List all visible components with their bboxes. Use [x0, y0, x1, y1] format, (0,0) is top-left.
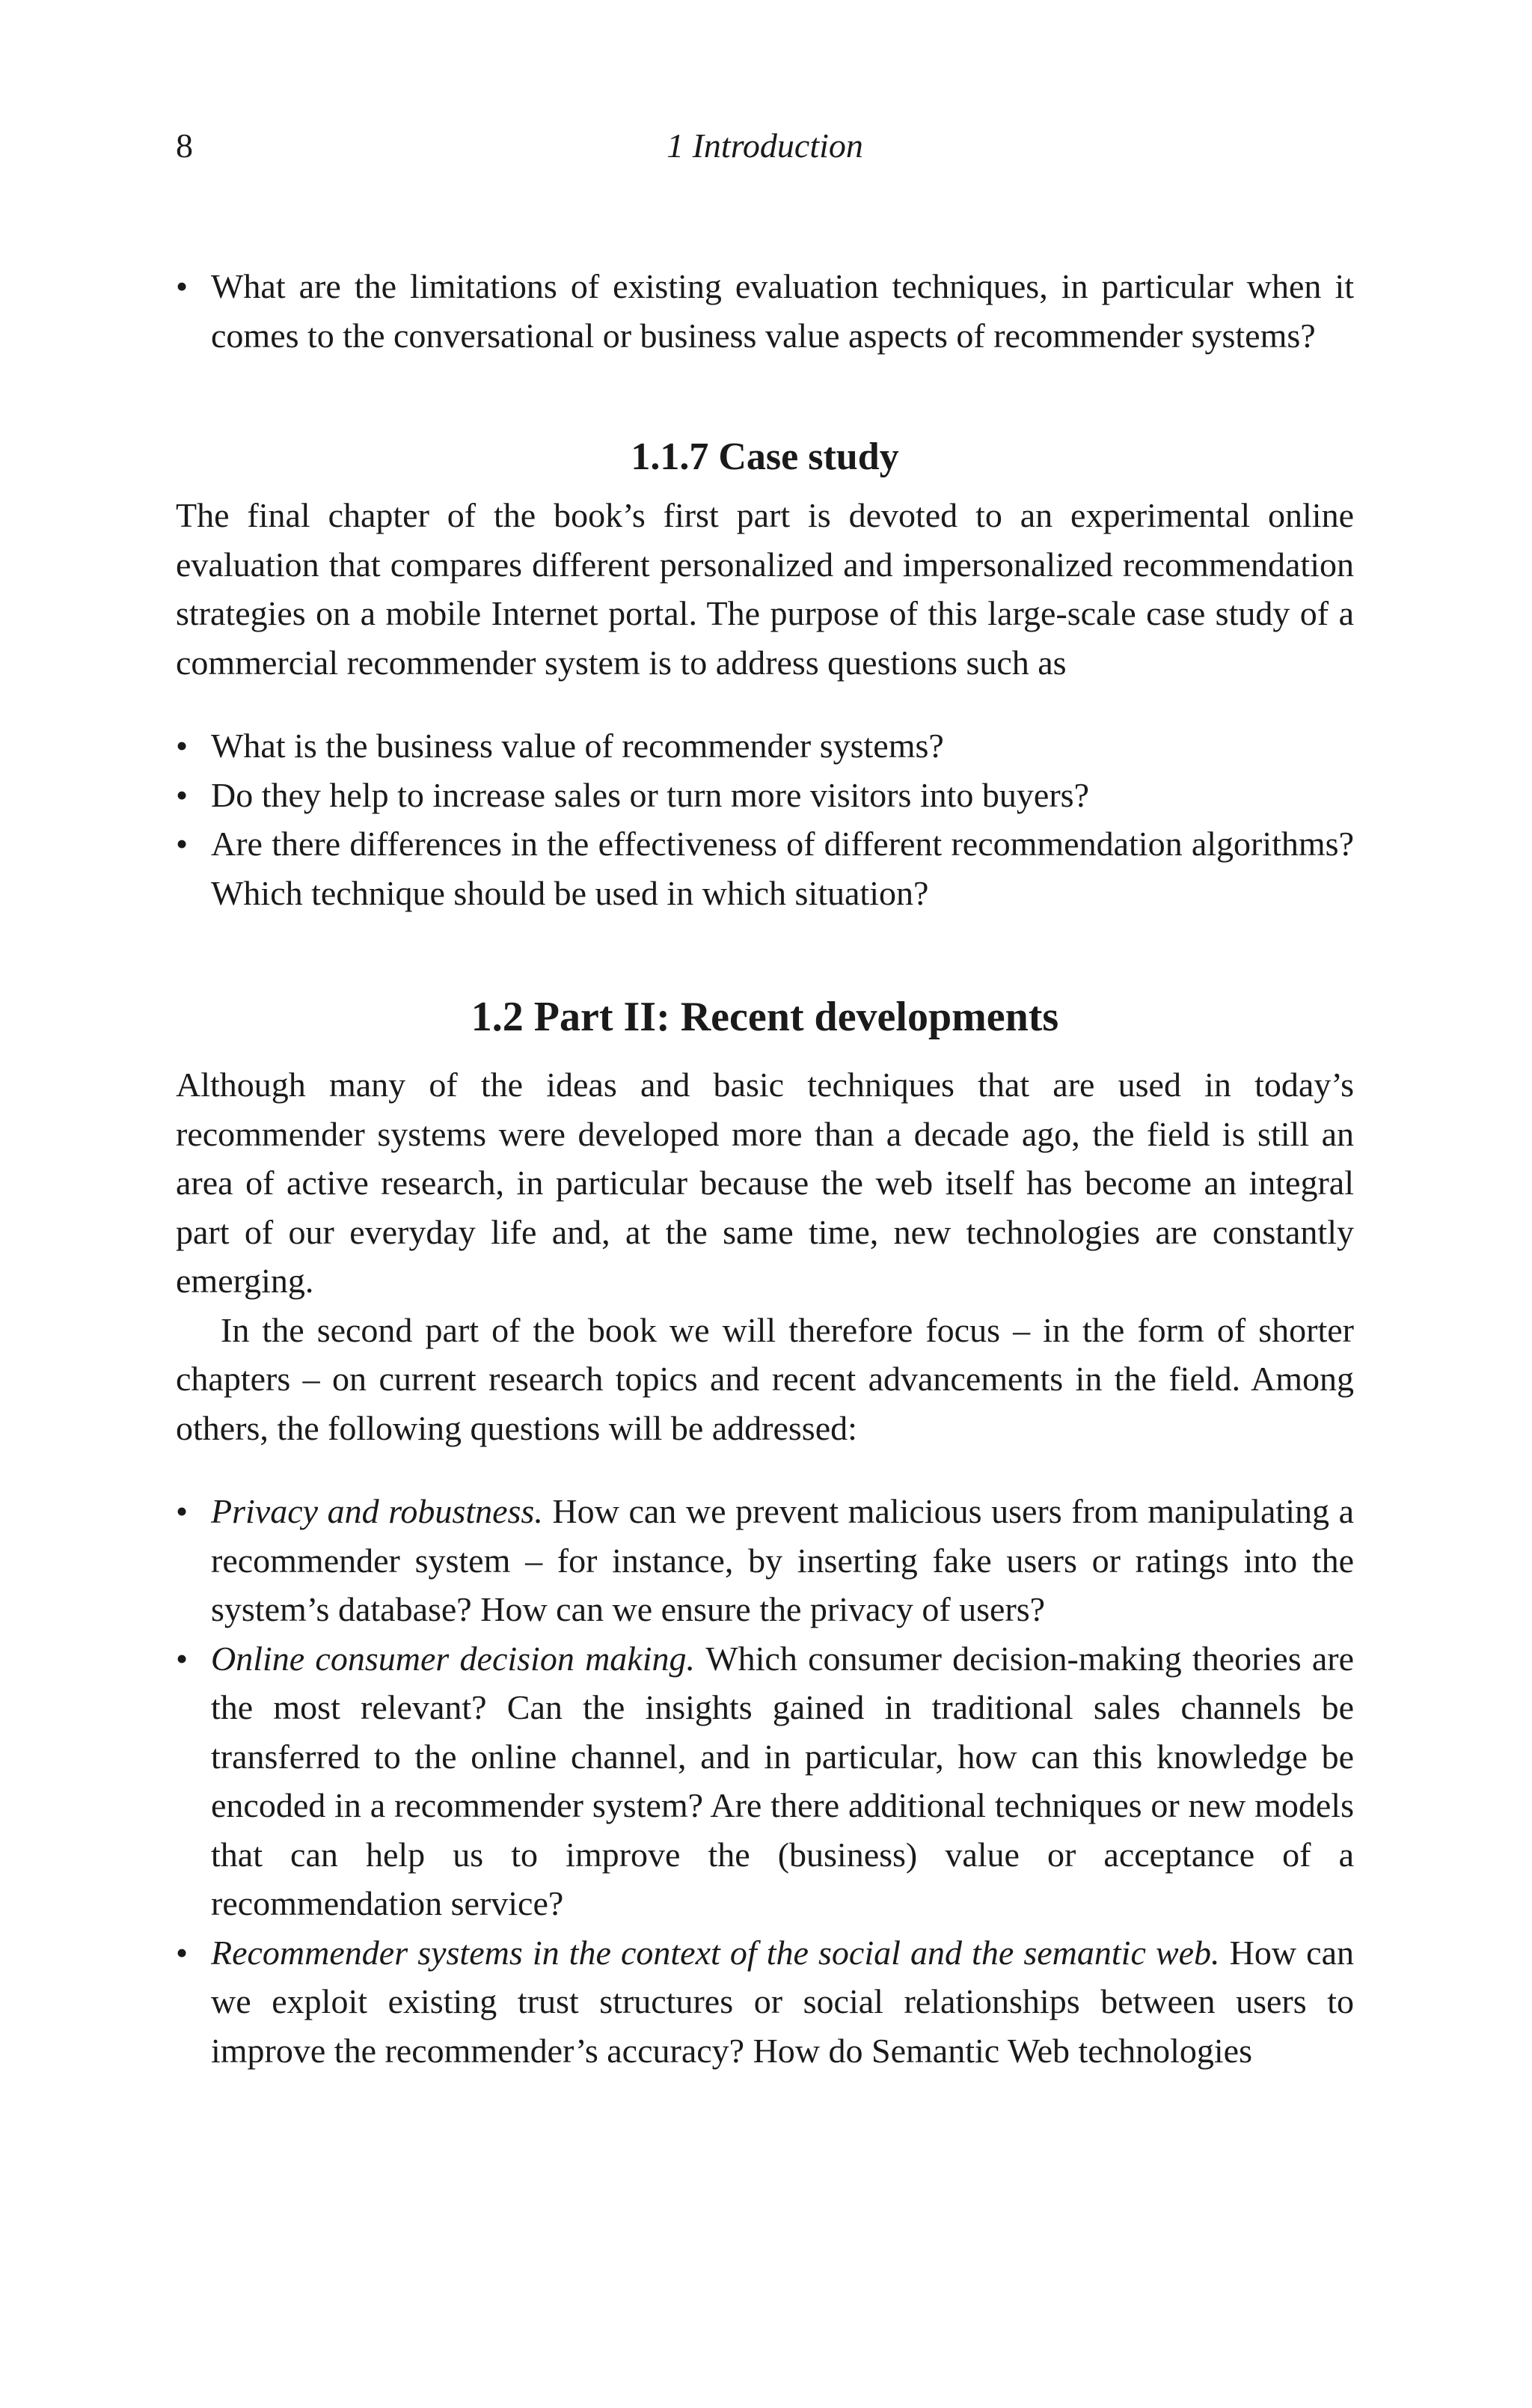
bullet-icon: • — [176, 267, 189, 305]
case-study-paragraph: The final chapter of the book’s first part is devoted to an experimental online evaluation that compares different personalized and impersonalized recommendation strategies on a mobile Internet portal. The purpose of this large-scale case study of a commercial recommender system is to address questions such as — [176, 496, 1354, 682]
bullet-icon: • — [176, 1639, 189, 1678]
topics-bullet-list — [176, 1487, 1354, 2075]
page-body — [176, 262, 1354, 2075]
case-study-bullet-list — [176, 721, 1354, 917]
list-item-text: What are the limitations of existing evaluation techniques, in particular when it comes to the conversational or business value aspects of recommender systems? — [211, 267, 1354, 355]
topic-text: How can we prevent malicious users from manipulating a recommender system – for instance, by inserting fake users or ratings into the system’s database? How can we ensure the privacy of users? — [211, 1492, 1354, 1628]
list-item — [176, 262, 1354, 360]
list-item-text: Do they help to increase sales or turn more visitors into buyers? — [211, 775, 1089, 814]
list-item — [176, 819, 1354, 917]
topic-lead: Recommender systems in the context of the social and the semantic web. — [211, 1933, 1230, 1972]
bullet-icon: • — [176, 727, 189, 765]
bullet-icon: • — [176, 775, 189, 814]
bullet-icon: • — [176, 1492, 189, 1530]
topic-text: Which consumer decision-making theories are the most relevant? Can the insights gained in traditional sales channels be transferred to the online channel, and in particular, how can this knowledge be encoded in a recommender system? Are there additional techniques or new models that can help us to improve the (business) value or acceptance of a recommendation service? — [211, 1639, 1354, 1922]
list-item-text: What is the business value of recommender systems? — [211, 727, 944, 765]
bullet-icon: • — [176, 825, 189, 863]
part2-paragraph-2: In the second part of the book we will therefore focus – in the form of shorter chapters – on current research topics and recent advancements in the field. Among others, the following questions will be addressed: — [176, 1310, 1354, 1447]
list-item — [176, 1487, 1354, 1634]
topic-lead: Privacy and robustness. — [211, 1492, 553, 1530]
topic-lead: Online consumer decision making. — [211, 1639, 706, 1678]
running-head — [176, 126, 1354, 171]
case-study-heading: 1.1.7 Case study — [631, 436, 899, 478]
list-item — [176, 771, 1354, 820]
list-item — [176, 1634, 1354, 1928]
list-item — [176, 721, 1354, 771]
intro-bullet-list — [176, 262, 1354, 360]
page-number: 8 — [176, 126, 193, 165]
part2-paragraph-1: Although many of the ideas and basic techniques that are used in today’s recommender systems were developed more than a decade ago, the field is still an area of active research, in particular because the web itself has become an integral part of our everyday life and, at the same time, new technologies are constantly emerging. — [176, 1066, 1354, 1300]
topic-text: How can we exploit existing trust structures or social relationships between users to improve the recommender’s accuracy? How do Semantic Web technologies — [211, 1933, 1354, 2070]
bullet-icon: • — [176, 1933, 189, 1972]
part2-heading: 1.2 Part II: Recent developments — [471, 994, 1059, 1040]
list-item — [176, 1928, 1354, 2076]
running-title: 1 Introduction — [667, 126, 863, 165]
list-item-text: Are there differences in the effectiveness of different recommendation algorithms? Which technique should be used in which situation? — [211, 825, 1354, 912]
